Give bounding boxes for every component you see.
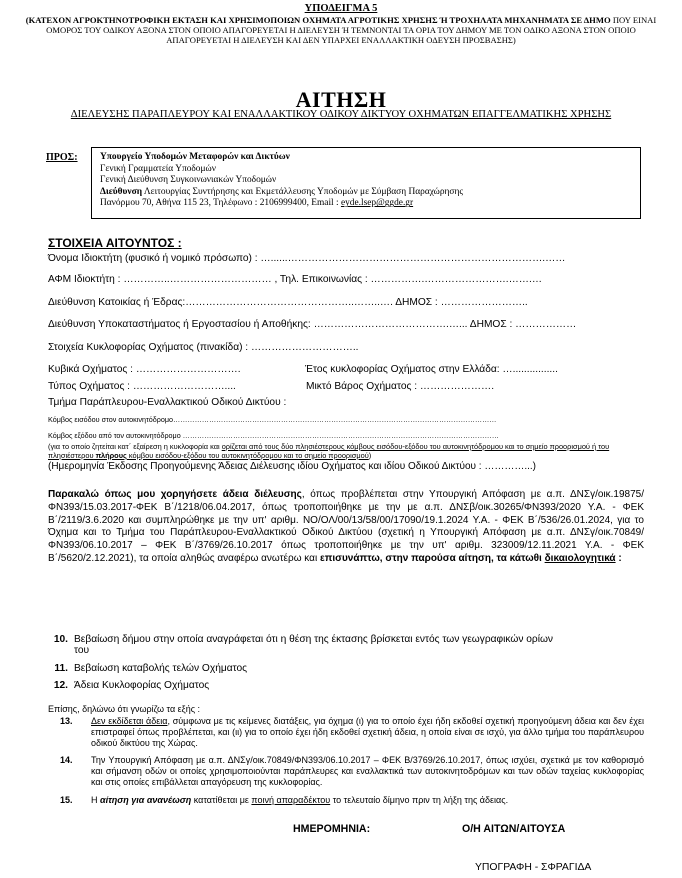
weight-field[interactable]: Μικτό Βάρος Οχήματος : …………………. bbox=[306, 381, 495, 392]
recipient-directorate bbox=[100, 187, 632, 199]
declaration-text bbox=[91, 716, 644, 748]
applicant-signer-label: Ο/Η ΑΙΤΩΝ/ΑΙΤΟΥΣΑ bbox=[462, 823, 566, 835]
document-number: 10. bbox=[53, 634, 68, 645]
document-number: 11. bbox=[54, 663, 68, 674]
recipient-label: ΠΡΟΣ: bbox=[46, 152, 78, 163]
road-section-label: Τμήμα Παράπλευρου-Εναλλακτικού Οδικού Δικτύου : bbox=[48, 397, 287, 408]
address-field[interactable]: Διεύθυνση Κατοικίας ή Έδρας:…………………………………………..……..…. ΔΗΜΟΣ : …………………….. bbox=[48, 297, 528, 308]
owner-field[interactable]: Όνομα Ιδιοκτήτη (φυσικό ή νομικό πρόσωπο) : …......………………………………………………………………….…… bbox=[48, 253, 566, 264]
recipient-directorate-bold: Διεύθυνση bbox=[100, 186, 143, 197]
vehicle-type-field[interactable]: Τύπος Οχήματος : ……………………….... bbox=[48, 381, 236, 392]
entry-node-field[interactable]: Κόμβος εισόδου στον αυτοκινητόδρομο……………………………………………………………………………………………………………………… bbox=[48, 415, 497, 424]
branch-address-field[interactable]: Διεύθυνση Υποκαταστήματος ή Εργοστασίου ή Αποθήκης: ………………………………….…... ΔΗΜΟΣ : ……………… bbox=[48, 319, 577, 330]
request-end: : bbox=[615, 552, 622, 564]
declaration-underline: ποινή απαραδέκτου bbox=[251, 795, 331, 805]
page-subtitle: ΔΙΕΛΕΥΣΗΣ ΠΑΡΑΠΛΕΥΡΟΥ ΚΑΙ ΕΝΑΛΛΑΚΤΙΚΟΥ ΟΔΙΚΟΥ ΔΙΚΤΥΟΥ ΟΧΗΜΑΤΩΝ ΕΠΑΓΓΕΛΜΑΤΙΚΗΣ ΧΡΗΣΗΣ bbox=[70, 109, 612, 120]
document-number: 12. bbox=[53, 680, 68, 691]
year-field[interactable]: Έτος κυκλοφορίας Οχήματος στην Ελλάδα: …................ bbox=[305, 364, 558, 375]
section-note-u2: κόμβου εισόδου-εξόδου του αυτοκινητόδρομου και το σημείο προορισμού bbox=[126, 450, 369, 460]
page-title: ΑΙΤΗΣΗ bbox=[295, 87, 387, 112]
section-note-u1: ορίζεται από τους δύο πλησιέστερους κόμβους εισόδου-εξόδου του αυτοκινητόδρομου και το σημείο προορισμού ή του πλησιέστερου bbox=[48, 442, 610, 460]
recipient-directorate-general: Γενική Διεύθυνση Συγκοινωνιακών Υποδομών bbox=[100, 175, 277, 186]
previous-permit-field[interactable]: (Ημερομηνία Έκδοσης Προηγούμενης Άδειας Διέλευσης ιδίου Οχήματος και ιδίου Οδικού Δικτύου : …………...) bbox=[48, 461, 537, 472]
recipient-ministry: Υπουργείο Υποδομών Μεταφορών και Δικτύων bbox=[100, 152, 290, 162]
template-description-rest: ΠΟΥ ΕΙΝΑΙ ΟΜΟΡΟΣ ΤΟΥ ΟΔΙΚΟΥ ΑΞΟΝΑ ΣΤΟΝ ΟΠΟΙΟ ΑΠΑΓΟΡΕΥΕΤΑΙ Η ΔΙΕΛΕΥΣΗ Ή ΤΕΜΝΟΝΤΑΙ ΤΑ ΟΡΙΑ ΤΟΥ ΔΗΜΟΥ ΜΕ ΤΟΝ ΟΔΙΚΟ ΑΞΟΝΑ ΣΤΟΝ ΟΠΟΙΟ ΑΠΑΓΟΡΕΥΕΤΑΙ Η ΔΙΕΛΕΥΣΗ ΚΑΙ ΔΕΝ ΥΠΑΡΧΕΙ ΕΝΑΛΛΑΚΤΙΚΗ ΟΔΕΥΣΗ ΠΡΟΣΒΑΣΗΣ) bbox=[46, 15, 657, 45]
recipient-box bbox=[91, 147, 641, 219]
template-number: ΥΠΟΔΕΙΓΜΑ 5 bbox=[304, 3, 378, 14]
recipient-address: Πανόρμου 70, Αθήνα 115 23, Τηλέφωνο : 2106999400, Email : bbox=[100, 198, 341, 209]
cc-field[interactable]: Κυβικά Οχήματος : …………………………. bbox=[48, 364, 241, 375]
declaration-text bbox=[91, 795, 644, 806]
declaration-item bbox=[48, 795, 644, 807]
recipient-email-link[interactable]: eyde.lsep@ggde.gr bbox=[340, 198, 414, 209]
document-text-line: Βεβαίωση δήμου στην οποία αναγράφεται ότι η θέση της έκτασης βρίσκεται εντός των γεωγραφικών ορίων bbox=[74, 634, 554, 645]
declaration-body: , σύμφωνα με τις κείμενες διατάξεις, για όχημα (ι) για το οποίο έχει ήδη εκδοθεί σχετική προηγούμενη άδεια και δεν έχει επιστραφεί όπως προβλέπεται, και (ιι) για το οποίο έχει ήδη εκδοθεί σχετική άδεια, η οποία είναι σε ισχύ, για άλλο τμήμα του παράπλευρου οδικού δικτύου της Χώρας. bbox=[91, 716, 644, 748]
document-text: Βεβαίωση καταβολής τελών Οχήματος bbox=[74, 663, 248, 674]
declaration-number: 14. bbox=[60, 755, 73, 765]
section-note-a: (για το οποίο ζητείται κατ΄ εξαίρεση η κυκλοφορία και bbox=[48, 442, 222, 451]
declarations-intro: Επίσης, δηλώνω ότι γνωρίζω τα εξής : bbox=[48, 704, 201, 714]
exit-node-field[interactable]: Κόμβος εξόδου από τον αυτοκινητόδρομο …………………………………………………………………………………………………………………… bbox=[48, 431, 499, 440]
document-text: Άδεια Κυκλοφορίας Οχήματος bbox=[74, 680, 210, 691]
template-description-bold: (ΚΑΤΕΧΟΝ ΑΓΡΟΚΤΗΝΟΤΡΟΦΙΚΗ ΕΚΤΑΣΗ ΚΑΙ ΧΡΗΣΙΜΟΠΟΙΩΝ ΟΧΗΜΑΤΑ ΑΓΡΟΤΙΚΗΣ ΧΡΗΣΗΣ Ή ΤΡΟΧΗΛΑΤΑ ΜΗΧΑΝΗΜΑΤΑ ΣΕ ΔΗΜΟ bbox=[25, 15, 611, 25]
declaration-item bbox=[48, 716, 644, 750]
declaration-underline: Δεν εκδίδεται άδεια bbox=[91, 716, 168, 726]
declaration-text: Την Υπουργική Απόφαση με α.π. ΔΝΣγ/οικ.70849/ΦΝ393/06.10.2017 – ΦΕΚ Β/3769/26.10.2017, όπως ισχύει, σχετικά με τον καθορισμό και σήμανση οδών οι οποίες χρησιμοποιούνται παράπλευρες και εναλλακτικά των αυτοκινητοδρόμων και των οδών ταχείας κυκλοφορίας και στις οποίες επιβάλλεται απαγόρευση της κυκλοφορίας. bbox=[91, 755, 644, 787]
document-text bbox=[74, 634, 642, 656]
plates-field[interactable]: Στοιχεία Κυκλοφορίας Οχήματος (πινακίδα) : ………………………….. bbox=[48, 342, 359, 353]
declaration-bold-italic: αίτηση για ανανέωση bbox=[100, 795, 192, 805]
document-text-line: του bbox=[74, 645, 90, 656]
afm-phone-field[interactable]: ΑΦΜ Ιδιοκτήτη : …………..………………………… , Τηλ. Επικοινωνίας : …………….…………………….…….… bbox=[48, 274, 543, 285]
section-note-c: ) bbox=[368, 450, 372, 460]
request-text: , όπως προβλέπεται στην Υπουργική Απόφαση με α.π. ΔΝΣγ/οικ.19875/ΦΝ393/15.03.2017-ΦΕΚ Β΄/1218/06.04.2017, όπως τροποποιήθηκε με την με α.π. ΔΝΣβ/οικ.30265/ΦΝ393/2020 Υ.Α. - ΦΕΚ Β΄/2119/3.6.2020 και συμπληρώθηκε με την υπ' αριθμ. ΝΟ/ΟΛ/00/13/58/00/17090/19.1.2024 Υ.Α. - ΦΕΚ Β΄/536/26.01.2024, για το Όχημα και το Τμήμα του Παράπλευρου-Εναλλακτικού Οδικού Δικτύου (σχετική η Υπουργική Απόφαση με α.π. ΔΝΣγ/οικ.70849/ΦΝ393/06.10.2017 – ΦΕΚ Β΄/3769/26.10.2017 όπως τροποποιήθηκε με την υπ' αριθμ. 323009/12.11.2021 Υ.Α. - ΦΕΚ Β΄/5620/2.12.2021), τα οποία αληθώς αναφέρω ανωτέρω και bbox=[48, 489, 644, 564]
template-description bbox=[20, 15, 662, 45]
declaration-item bbox=[48, 755, 644, 789]
applicant-heading: ΣΤΟΙΧΕΙΑ ΑΙΤΟΥΝΤΟΣ : bbox=[48, 236, 182, 250]
request-bold-2: επισυνάπτω, στην παρούσα αίτηση, τα κάτωθι bbox=[319, 552, 545, 564]
signature-stamp-label[interactable]: ΥΠΟΓΡΑΦΗ - ΣΦΡΑΓΙΔΑ bbox=[475, 862, 592, 873]
declaration-number: 13. bbox=[60, 716, 73, 726]
declaration-number: 15. bbox=[60, 795, 73, 805]
date-label[interactable]: ΗΜΕΡΟΜΗΝΙΑ: bbox=[293, 823, 371, 835]
request-bold-underline: δικαιολογητικά bbox=[544, 552, 616, 564]
request-bold-1: Παρακαλώ όπως μου χορηγήσετε άδεια διέλευσης bbox=[48, 489, 302, 500]
declaration-part: Η bbox=[91, 795, 100, 805]
declaration-part: κατατίθεται με bbox=[191, 795, 252, 805]
recipient-contact bbox=[100, 198, 632, 210]
section-note-b: πλήρους bbox=[93, 450, 127, 460]
recipient-secretariat: Γενική Γραμματεία Υποδομών bbox=[100, 163, 216, 174]
recipient-directorate-rest: Λειτουργίας Συντήρησης και Εκμετάλλευσης Υποδομών με Σύμβαση Παραχώρησης bbox=[142, 186, 464, 197]
request-paragraph bbox=[48, 489, 644, 566]
declaration-part: το τελευταίο δίμηνο πριν τη λήξη της άδειας. bbox=[330, 795, 509, 805]
section-note bbox=[48, 443, 644, 460]
